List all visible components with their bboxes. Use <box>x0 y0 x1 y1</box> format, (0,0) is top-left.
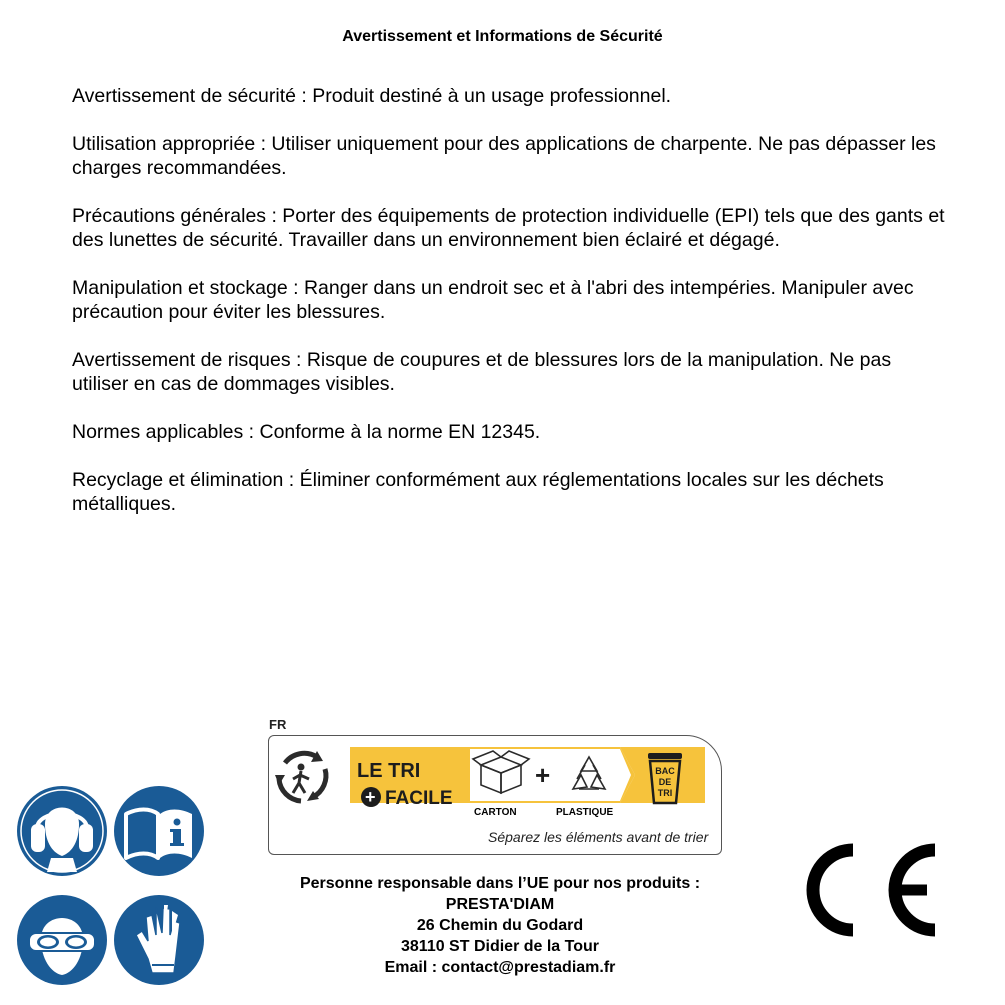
plus-sign: + <box>535 760 551 790</box>
company-name: PRESTA'DIAM <box>445 896 555 913</box>
read-manual-icon <box>112 784 206 878</box>
country-tag: FR <box>269 717 287 732</box>
carton-label: CARTON <box>474 807 517 818</box>
paragraph-appropriate-use: Utilisation appropriée : Utiliser uniquement pour des applications de charpente. Ne pas dépasser les charges recommandées. <box>72 133 936 179</box>
paragraph-general-precautions: Précautions générales : Porter des équipements de protection individuelle (EPI) tels que des gants et des lunettes de sécurité. Travailler dans un environnement bien éclairé et dégagé. <box>72 205 945 251</box>
facile-text: FACILE <box>385 788 453 809</box>
responsible-heading: Personne responsable dans l’UE pour nos produits : <box>299 875 701 892</box>
paragraph-recycling: Recyclage et élimination : Éliminer conformément aux réglementations locales sur les déchets métalliques. <box>72 469 884 515</box>
city-address: 38110 ST Didier de la Tour <box>401 938 599 955</box>
gloves-icon <box>112 893 206 987</box>
contact-email: Email : contact@prestadiam.fr <box>384 959 616 976</box>
safety-glasses-icon <box>15 893 109 987</box>
triman-caption: Séparez les éléments avant de trier <box>488 829 709 845</box>
ear-protection-icon <box>15 784 109 878</box>
paragraph-safety-warning: Avertissement de sécurité : Produit destiné à un usage professionnel. <box>72 85 672 107</box>
svg-text:BAC: BAC <box>655 766 675 776</box>
svg-text:DE: DE <box>658 777 672 787</box>
plastique-label: PLASTIQUE <box>556 807 614 818</box>
le-tri-text: LE TRI <box>357 760 421 782</box>
ce-mark-icon <box>795 838 940 943</box>
recycling-bin-icon <box>648 753 682 803</box>
safety-paragraphs <box>72 84 952 540</box>
responsible-person-block <box>250 873 750 978</box>
paragraph-risk-warning: Avertissement de risques : Risque de coupures et de blessures lors de la manipulation. Ne pas utiliser en cas de dommages visibles. <box>72 349 892 395</box>
svg-text:+: + <box>365 787 376 807</box>
triman-logo-icon <box>275 751 326 801</box>
street-address: 26 Chemin du Godard <box>416 917 584 934</box>
page-title: Avertissement et Informations de Sécurité <box>342 28 663 45</box>
paragraph-handling-storage: Manipulation et stockage : Ranger dans un endroit sec et à l'abri des intempéries. Manipuler avec précaution pour éviter les blessures. <box>72 277 914 323</box>
paragraph-standards: Normes applicables : Conforme à la norme EN 12345. <box>72 421 541 443</box>
svg-text:TRI: TRI <box>657 788 673 798</box>
